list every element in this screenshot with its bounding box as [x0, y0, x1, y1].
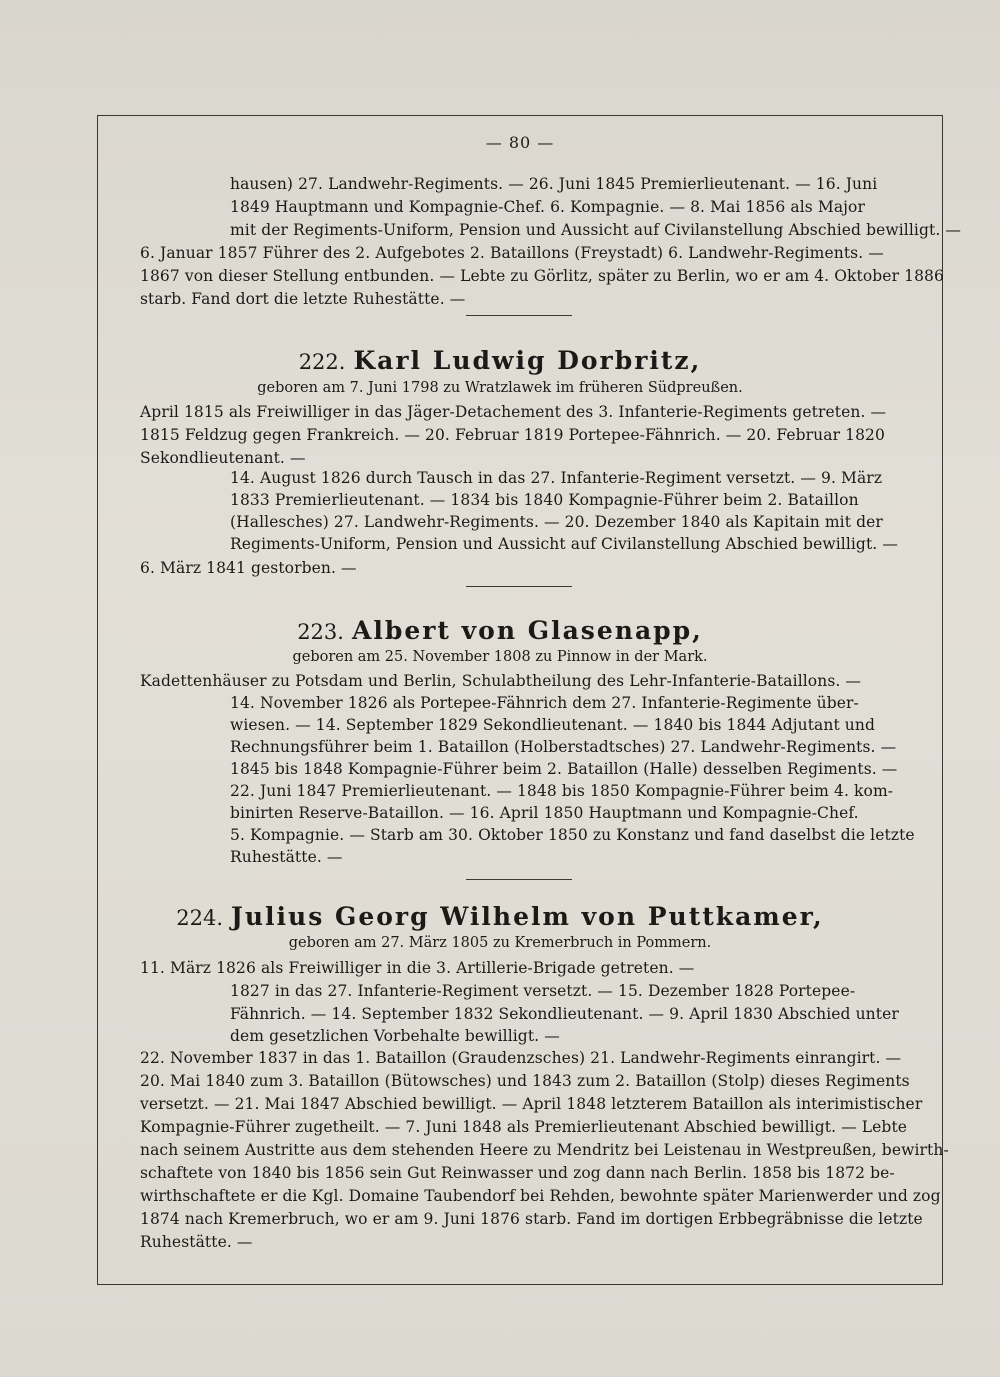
entry-number: 224. [176, 906, 224, 930]
entry-line: Rechnungsführer beim 1. Bataillon (Holberstadtsches) 27. Landwehr-Regiments. — [230, 738, 897, 756]
entry-line: 22. November 1837 in das 1. Bataillon (Graudenzsches) 21. Landwehr-Regiments einrangirt. — [140, 1049, 902, 1067]
entry-birth: geboren am 25. November 1808 zu Pinnow in der Mark. [292, 649, 708, 665]
entry-line: Fähnrich. — 14. September 1832 Sekondlieutenant. — 9. April 1830 Abschied unter [230, 1005, 899, 1023]
entry-number: 222. [298, 350, 346, 374]
intro-line: mit der Regiments-Uniform, Pension und Aussicht auf Civilanstellung Abschied bewilligt. — [230, 221, 961, 239]
entry-line: Regiments-Uniform, Pension und Aussicht auf Civilanstellung Abschied bewilligt. — [230, 535, 898, 553]
entry-line: 1815 Feldzug gegen Frankreich. — 20. Februar 1819 Portepee-Fähnrich. — 20. Februar 1820 [140, 426, 885, 444]
entry-line: 20. Mai 1840 zum 3. Bataillon (Bütowsches) und 1843 zum 2. Bataillon (Stolp) dieses Regiments [140, 1072, 910, 1090]
intro-line: hausen) 27. Landwehr-Regiments. — 26. Juni 1845 Premierlieutenant. — 16. Juni [230, 175, 878, 193]
entry-line: Ruhestätte. — [140, 1233, 253, 1251]
entry-name: Albert von Glasenapp, [351, 616, 703, 645]
entry-birth: geboren am 7. Juni 1798 zu Wratzlawek im früheren Südpreußen. [257, 380, 743, 396]
entry-line: schaftete von 1840 bis 1856 sein Gut Reinwasser und zog dann nach Berlin. 1858 bis 1872 be- [140, 1164, 895, 1182]
entry-line: 11. März 1826 als Freiwilliger in die 3. Artillerie-Brigade getreten. — [140, 959, 695, 977]
page-number: — 80 — [485, 133, 555, 152]
entry-name: Julius Georg Wilhelm von Puttkamer, [231, 902, 824, 931]
entry-heading [0, 346, 1000, 375]
entry-line: April 1815 als Freiwilliger in das Jäger-Detachement des 3. Infanterie-Regiments getreten. — [140, 403, 887, 421]
entry-line: wirthschaftete er die Kgl. Domaine Taubendorf bei Rehden, bewohnte später Marienwerder und zog [140, 1187, 941, 1205]
entry-number: 223. [297, 620, 344, 644]
entry-line: binirten Reserve-Bataillon. — 16. April 1850 Hauptmann und Kompagnie-Chef. [230, 804, 859, 822]
section-divider [466, 879, 572, 880]
intro-line: 1849 Hauptmann und Kompagnie-Chef. 6. Kompagnie. — 8. Mai 1856 als Major [230, 198, 866, 216]
entry-line: versetzt. — 21. Mai 1847 Abschied bewilligt. — April 1848 letzterem Bataillon als interimistischer [140, 1095, 923, 1113]
entry-line: 1827 in das 27. Infanterie-Regiment versetzt. — 15. Dezember 1828 Portepee- [230, 982, 856, 1000]
entry-line: 5. Kompagnie. — Starb am 30. Oktober 1850 zu Konstanz und fand daselbst die letzte [230, 826, 915, 844]
entry-name: Karl Ludwig Dorbritz, [353, 346, 702, 375]
entry-line: dem gesetzlichen Vorbehalte bewilligt. — [230, 1027, 560, 1045]
entry-birth: geboren am 27. März 1805 zu Kremerbruch in Pommern. [288, 935, 712, 951]
entry-line: 1874 nach Kremerbruch, wo er am 9. Juni 1876 starb. Fand im dortigen Erbbegräbnisse die letzte [140, 1210, 923, 1228]
entry-line: Sekondlieutenant. — [140, 449, 306, 467]
entry-line: Ruhestätte. — [230, 848, 343, 866]
entry-line: Kompagnie-Führer zugetheilt. — 7. Juni 1848 als Premierlieutenant Abschied bewilligt. — Lebte [140, 1118, 908, 1136]
section-divider [466, 315, 572, 316]
intro-line: 1867 von dieser Stellung entbunden. — Lebte zu Görlitz, später zu Berlin, wo er am 4. Oktober 1886 [140, 267, 944, 285]
section-divider [466, 586, 572, 587]
intro-line: starb. Fand dort die letzte Ruhestätte. — [140, 290, 466, 308]
entry-line: 1833 Premierlieutenant. — 1834 bis 1840 Kompagnie-Führer beim 2. Bataillon [230, 491, 859, 509]
entry-heading [0, 616, 1000, 645]
entry-line: Kadettenhäuser zu Potsdam und Berlin, Schulabtheilung des Lehr-Infanterie-Bataillons. — [140, 672, 862, 690]
entry-line: (Hallesches) 27. Landwehr-Regiments. — 20. Dezember 1840 als Kapitain mit der [230, 513, 883, 531]
entry-line: wiesen. — 14. September 1829 Sekondlieutenant. — 1840 bis 1844 Adjutant und [230, 716, 875, 734]
entry-line: 1845 bis 1848 Kompagnie-Führer beim 2. Bataillon (Halle) desselben Regiments. — [230, 760, 898, 778]
entry-line: 14. November 1826 als Portepee-Fähnrich dem 27. Infanterie-Regimente über- [230, 694, 859, 712]
entry-line: 22. Juni 1847 Premierlieutenant. — 1848 bis 1850 Kompagnie-Führer beim 4. kom- [230, 782, 894, 800]
entry-line: 14. August 1826 durch Tausch in das 27. Infanterie-Regiment versetzt. — 9. März [230, 469, 883, 487]
entry-line: 6. März 1841 gestorben. — [140, 559, 357, 577]
intro-line: 6. Januar 1857 Führer des 2. Aufgebotes 2. Bataillons (Freystadt) 6. Landwehr-Regiments. — [140, 244, 884, 262]
entry-heading [0, 902, 1000, 931]
entry-line: nach seinem Austritte aus dem stehenden Heere zu Mendritz bei Leistenau in Westpreußen, bewirth- [140, 1141, 949, 1159]
